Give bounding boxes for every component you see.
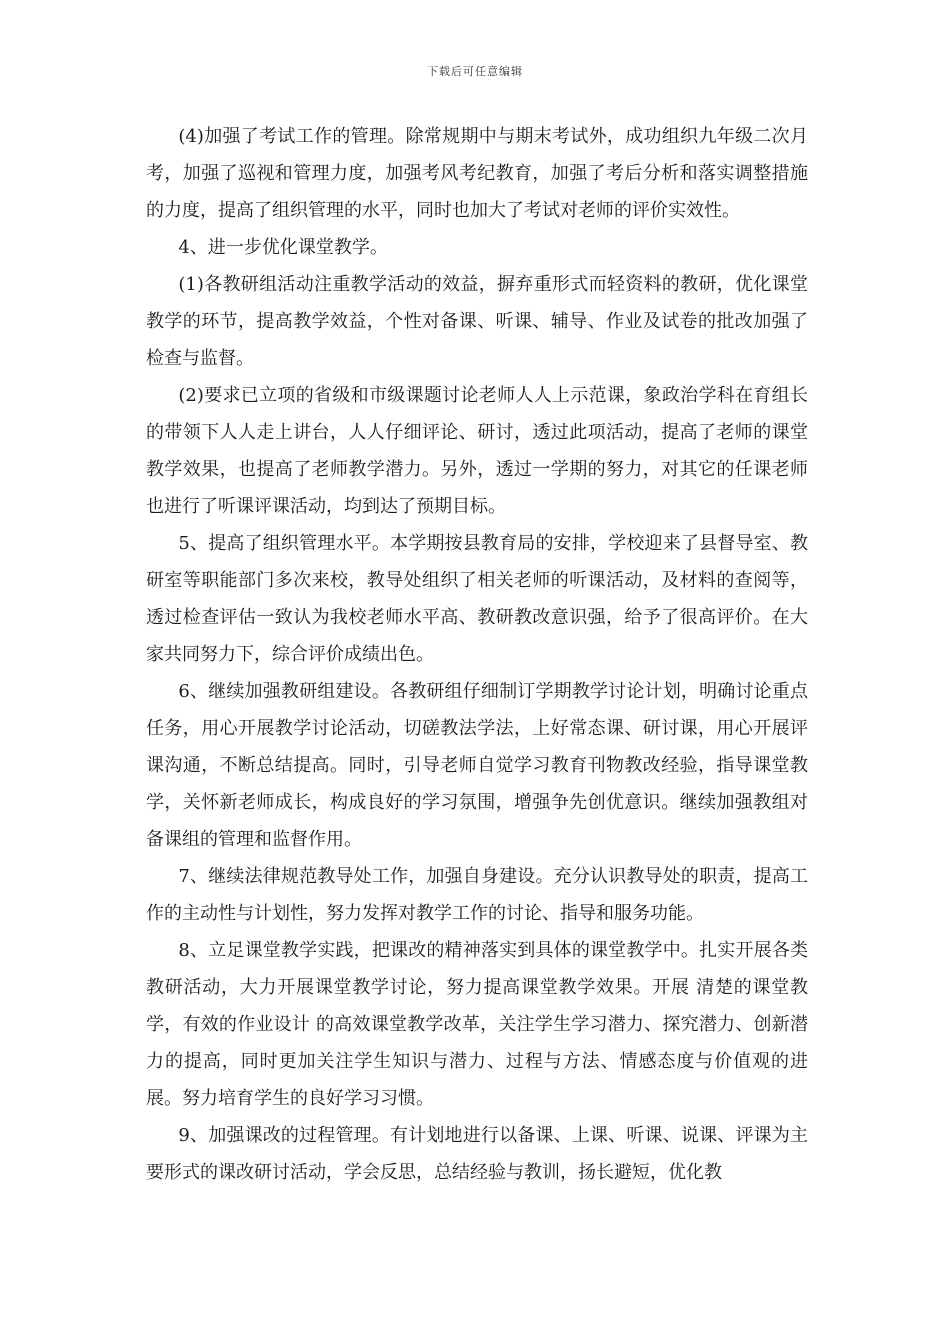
paragraph-classroom-practice: 8、立足课堂教学实践，把课改的精神落实到具体的课堂教学中。扎实开展各类教研活动，大力开展课堂教学讨论，努力提高课堂教学效果。开展 清楚的课堂教学，有效的作业设计 的高效课堂教学改革，关注学生学习潜力、探究潜力、创新潜力的提高，同时更加关注学生知识与潜力、过程与方法、情感态度与价值观的进展。努力培育学生的良好学习习惯。 bbox=[146, 940, 808, 1109]
paragraph-reform-process-management: 9、加强课改的过程管理。有计划地进行以备课、上课、听课、说课、评课为主要形式的课改研讨活动，学会反思，总结经验与教训，扬长避短，优化教 bbox=[146, 1125, 808, 1183]
paragraph-optimize-teaching-heading: 4、进一步优化课堂教学。 bbox=[178, 237, 388, 258]
paragraph-demonstration-lessons: (2)要求已立项的省级和市级课题讨论老师人人上示范课，象政治学科在育组长的带领下人人走上讲台，人人仔细评论、研讨，透过此项活动，提高了老师的课堂教学效果，也提高了老师教学潜力。另外，透过一学期的努力，对其它的任课老师也进行了听课评课活动，均到达了预期目标。 bbox=[146, 385, 808, 517]
paragraph-teaching-research-efficiency: (1)各教研组活动注重教学活动的效益，摒弃重形式而轻资料的教研，优化课堂教学的环节，提高教学效益，个性对备课、听课、辅导、作业及试卷的批改加强了检查与监督。 bbox=[146, 274, 808, 369]
document-body bbox=[146, 118, 808, 1191]
paragraph-exam-management: (4)加强了考试工作的管理。除常规期中与期末考试外，成功组织九年级二次月考，加强了巡视和管理力度，加强考风考纪教育，加强了考后分析和落实调整措施的力度，提高了组织管理的水平，同时也加大了考试对老师的评价实效性。 bbox=[146, 126, 808, 221]
paragraph-research-group-building: 6、继续加强教研组建设。各教研组仔细制订学期教学讨论计划，明确讨论重点任务，用心开展教学讨论活动，切磋教法学法，上好常态课、研讨课，用心开展评课沟通，不断总结提高。同时，引导老师自觉学习教育刊物教改经验，指导课堂教学，关怀新老师成长，构成良好的学习氛围，增强争先创优意识。继续加强教组对备课组的管理和监督作用。 bbox=[146, 681, 808, 850]
paragraph-office-standardization: 7、继续法律规范教导处工作，加强自身建设。充分认识教导处的职责，提高工作的主动性与计划性，努力发挥对教学工作的讨论、指导和服务功能。 bbox=[146, 866, 808, 924]
page-header: 下载后可任意编辑 bbox=[427, 65, 523, 78]
paragraph-organization-management: 5、提高了组织管理水平。本学期按县教育局的安排，学校迎来了县督导室、教研室等职能部门多次来校，教导处组织了相关老师的听课活动，及材料的查阅等，透过检查评估一致认为我校老师水平高、教研教改意识强，给予了很高评价。在大家共同努力下，综合评价成绩出色。 bbox=[146, 533, 808, 665]
